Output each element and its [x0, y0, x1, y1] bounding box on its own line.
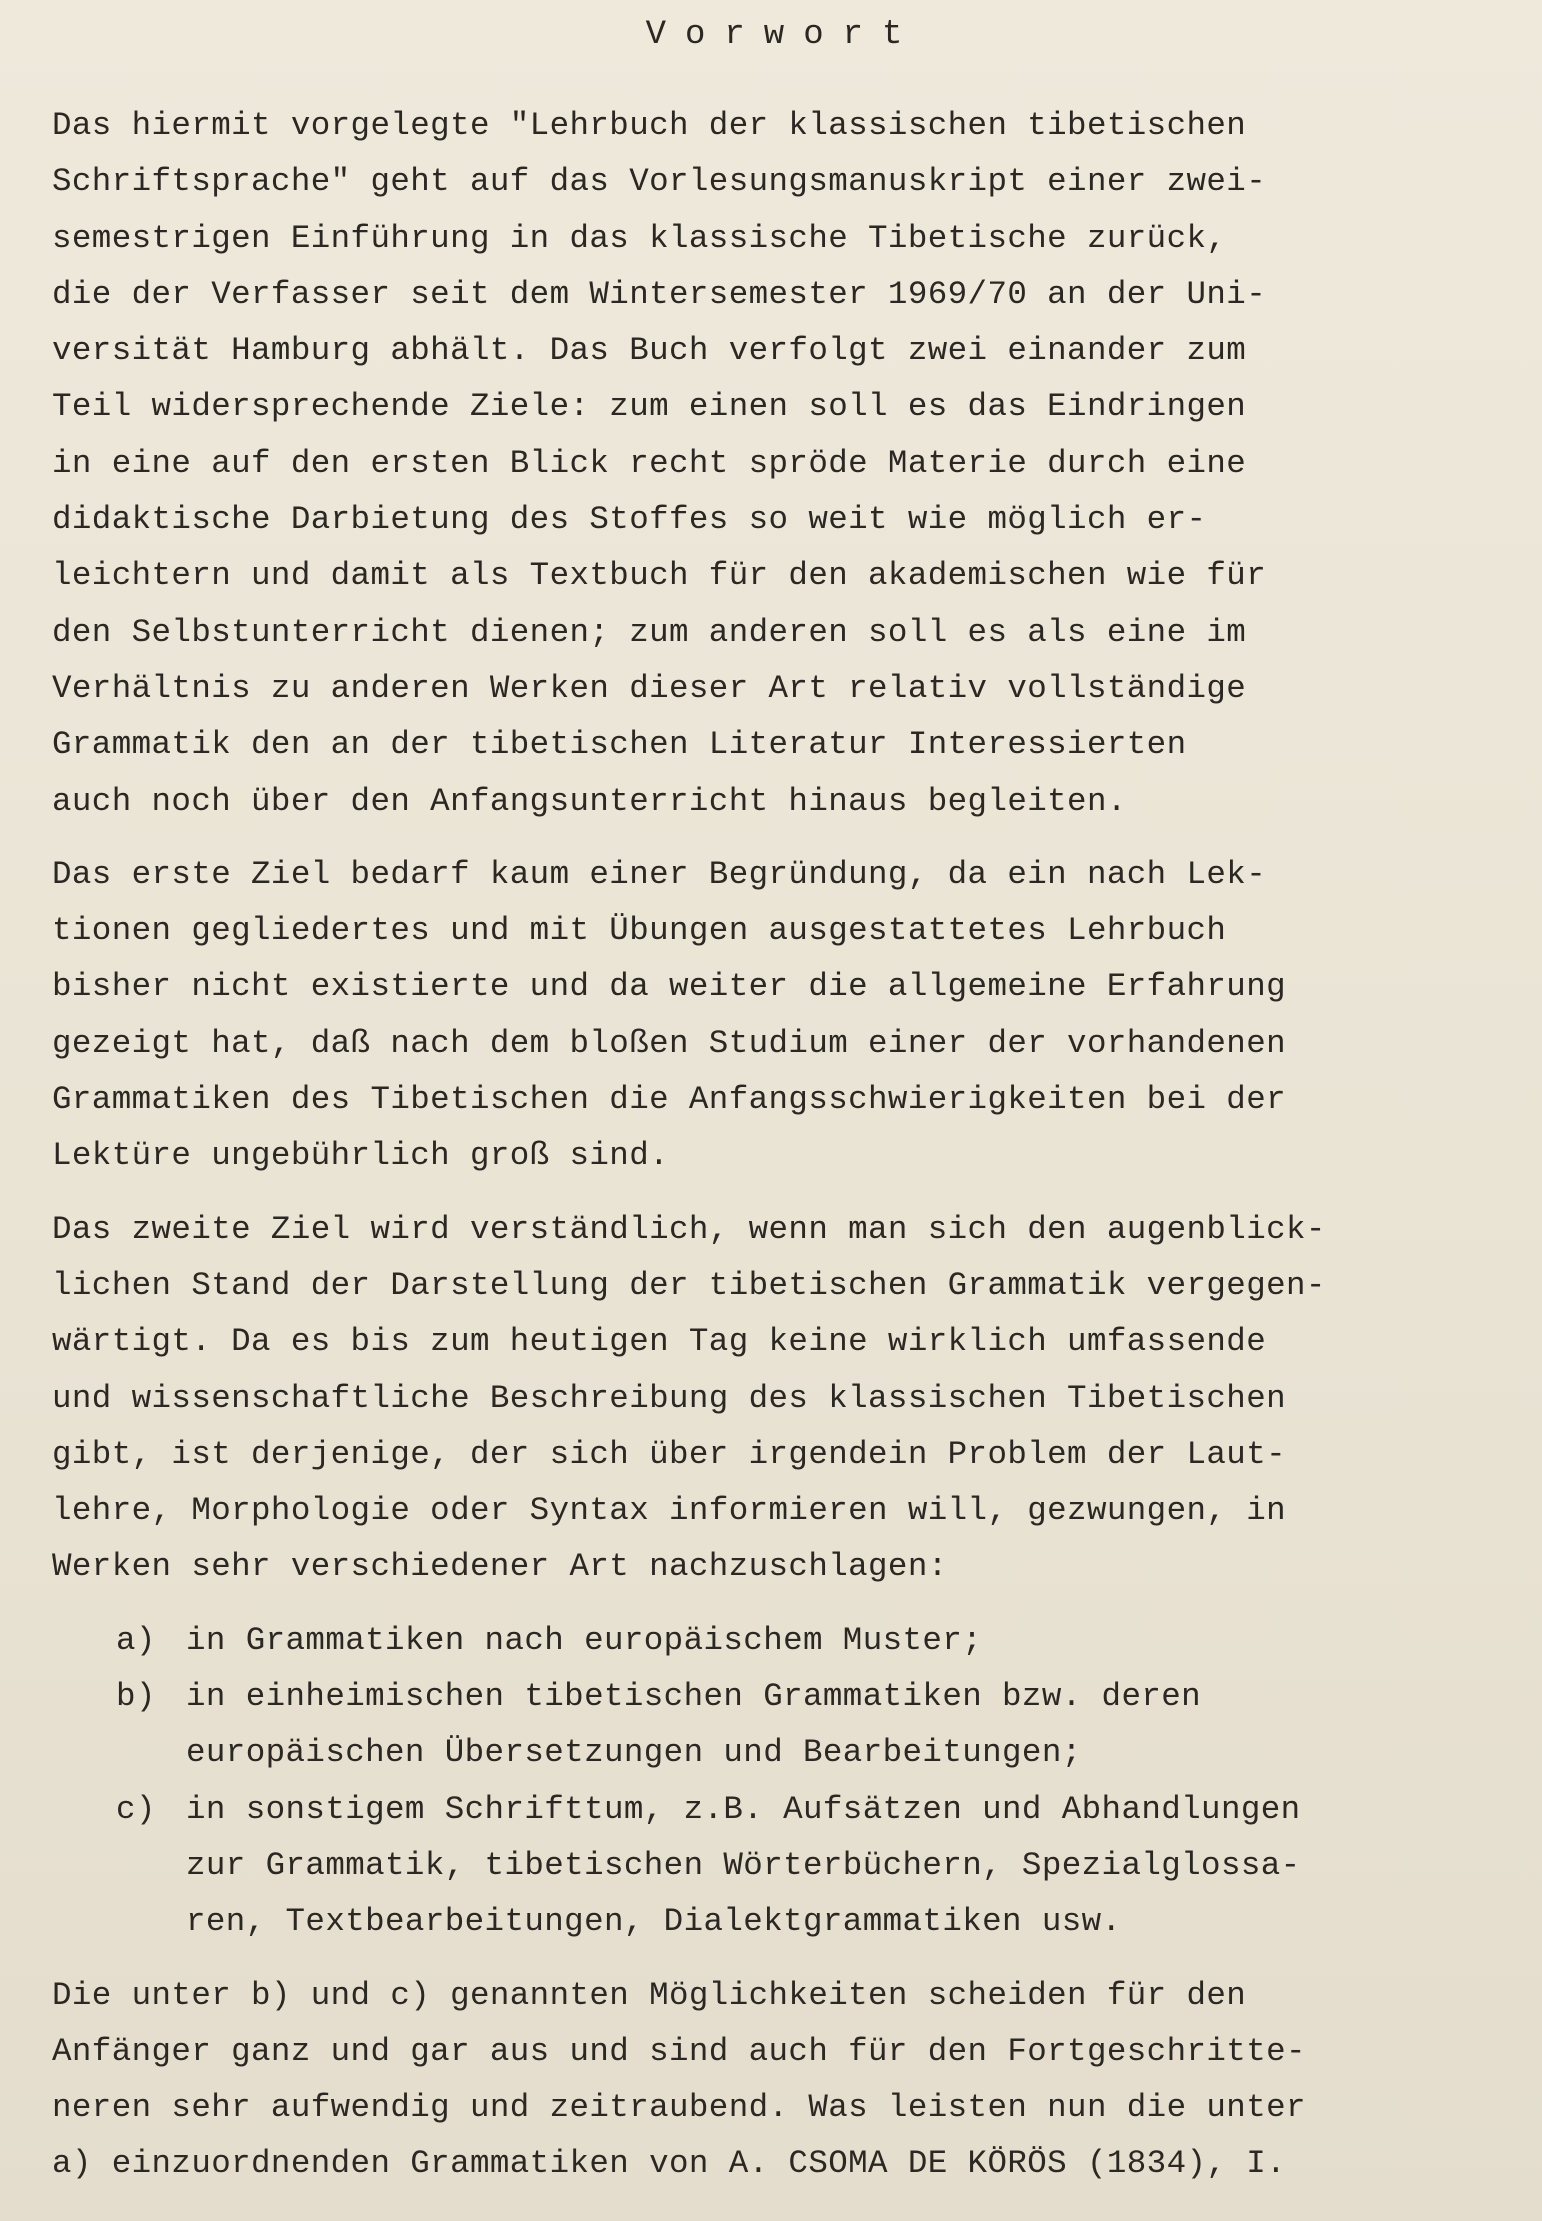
list-marker: c) — [116, 1790, 156, 1828]
paragraph-first-goal: Das erste Ziel bedarf kaum einer Begründung, da ein nach Lek- tionen gegliedertes und mit Übungen ausgestattetes Lehrbuch bisher nicht existierte und da weiter die allgemeine Erfahrung gezeigt hat, daß nach dem bloßen Studium einer der vorhandenen Grammatiken des Tibetischen die Anfangsschwierigkeiten bei der Lektüre ungebührlich groß sind. — [52, 855, 1286, 1175]
paragraph-second-goal: Das zweite Ziel wird verständlich, wenn man sich den augenblick- lichen Stand der Darstellung der tibetischen Grammatik vergegen- wärtigt. Da es bis zum heutigen Tag keine wirklich umfassende und wissenschaftliche Beschreibung des klassischen Tibetischen gibt, ist derjenige, der sich über irgendein Problem der Laut- lehre, Morphologie oder Syntax informieren will, gezwungen, in Werken sehr verschiedener Art nachzuschlagen: — [52, 1210, 1326, 1586]
sources-list — [116, 1613, 1496, 1951]
list-item-text: in Grammatiken nach europäischem Muster; — [186, 1621, 983, 1659]
list-item — [116, 1613, 1496, 1669]
paragraph-final: Die unter b) und c) genannten Möglichkeiten scheiden für den Anfänger ganz und gar aus und sind auch für den Fortgeschritte- neren sehr aufwendig und zeitraubend. Was leisten nun die unter a) einzuordnenden Grammatiken von A. CSOMA DE KÖRÖS (1834), I. — [52, 1976, 1306, 2183]
list-marker: b) — [116, 1678, 156, 1716]
paragraph-intro: Das hiermit vorgelegte "Lehrbuch der klassischen tibetischen Schriftsprache" geht auf das Vorlesungsmanuskript einer zwei- semestrigen Einführung in das klassische Tibetische zurück, die der Verfasser seit dem Wintersemester 1969/70 an der Uni- versität Hamburg abhält. Das Buch verfolgt zwei einander zum Teil widersprechende Ziele: zum einen soll es das Eindringen in eine auf den ersten Blick recht spröde Materie durch eine didaktische Darbietung des Stoffes so weit wie möglich er- leichtern und damit als Textbuch für den akademischen wie für den Selbstunterricht dienen; zum anderen soll es als eine im Verhältnis zu anderen Werken dieser Art relativ vollständige Grammatik den an der tibetischen Literatur Interessierten auch noch über den Anfangsunterricht hinaus begleiten. — [52, 107, 1267, 820]
page-title: Vorwort — [645, 16, 922, 54]
list-marker: a) — [116, 1621, 156, 1659]
list-item-text: in sonstigem Schrifttum, z.B. Aufsätzen und Abhandlungen zur Grammatik, tibetischen Wörterbüchern, Spezialglossa- ren, Textbearbeitungen, Dialektgrammatiken usw. — [186, 1790, 1301, 1941]
list-item — [116, 1669, 1496, 1782]
list-item-text: in einheimischen tibetischen Grammatiken bzw. deren europäischen Übersetzungen und Bearbeitungen; — [186, 1678, 1202, 1772]
list-item — [116, 1782, 1496, 1951]
